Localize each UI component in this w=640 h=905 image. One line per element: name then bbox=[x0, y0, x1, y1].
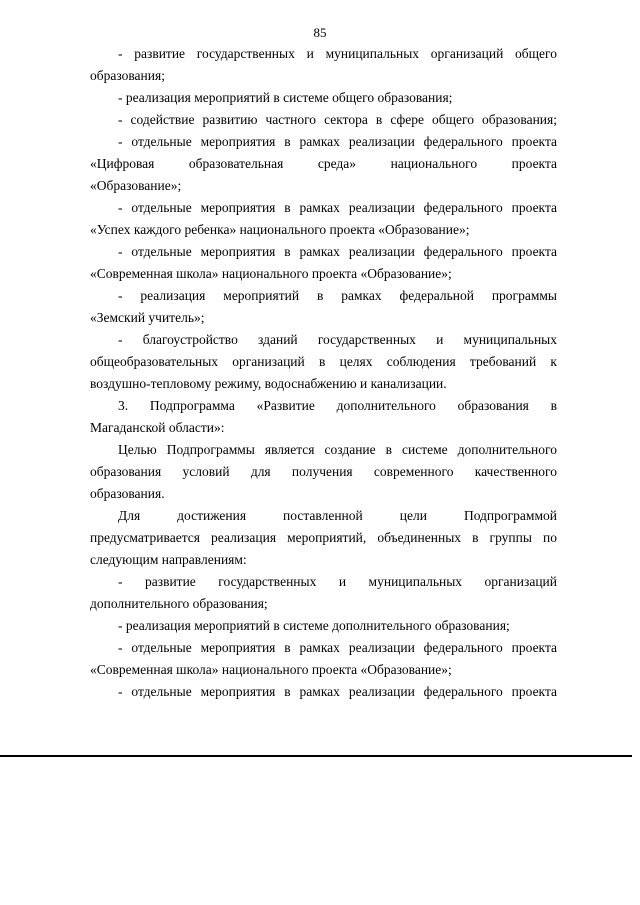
text-line: 3. Подпрограмма «Развитие дополнительного образования в bbox=[118, 398, 557, 413]
text-line: «Современная школа» национального проекта «Образование»; bbox=[90, 662, 452, 677]
text-line: образования. bbox=[90, 486, 165, 501]
text-line: - реализация мероприятий в системе общего образования; bbox=[118, 90, 453, 105]
text-line: «Цифровая образовательная среда» национального проекта bbox=[90, 156, 557, 171]
text-line: «Земский учитель»; bbox=[90, 310, 205, 325]
text-line: общеобразовательных организаций в целях соблюдения требований к bbox=[90, 354, 557, 369]
text-line: - развитие государственных и муниципальных организаций общего bbox=[118, 46, 557, 61]
text-line: - реализация мероприятий в системе дополнительного образования; bbox=[118, 618, 510, 633]
bottom-divider bbox=[0, 755, 632, 757]
text-line: «Современная школа» национального проекта «Образование»; bbox=[90, 266, 452, 281]
text-line: - реализация мероприятий в рамках федеральной программы bbox=[118, 288, 557, 303]
text-line: образования условий для получения современного качественного bbox=[90, 464, 557, 479]
text-line: образования; bbox=[90, 68, 165, 83]
text-line: Целью Подпрограммы является создание в системе дополнительного bbox=[118, 442, 557, 457]
text-line: воздушно-тепловому режиму, водоснабжению и канализации. bbox=[90, 376, 447, 391]
text-line: - отдельные мероприятия в рамках реализации федерального проекта bbox=[118, 244, 557, 259]
text-line: - отдельные мероприятия в рамках реализации федерального проекта bbox=[118, 684, 557, 699]
page-number: 85 bbox=[313, 25, 327, 40]
text-line: - содействие развитию частного сектора в сфере общего образования; bbox=[118, 112, 557, 127]
text-line: «Образование»; bbox=[90, 178, 182, 193]
text-line: предусматривается реализация мероприятий, объединенных в группы по bbox=[90, 530, 557, 545]
text-line: - отдельные мероприятия в рамках реализации федерального проекта bbox=[118, 640, 557, 655]
text-line: дополнительного образования; bbox=[90, 596, 268, 611]
text-line: - отдельные мероприятия в рамках реализации федерального проекта bbox=[118, 134, 557, 149]
text-line: «Успех каждого ребенка» национального проекта «Образование»; bbox=[90, 222, 470, 237]
text-line: - отдельные мероприятия в рамках реализации федерального проекта bbox=[118, 200, 557, 215]
text-line: следующим направлениям: bbox=[90, 552, 247, 567]
text-line: - развитие государственных и муниципальных организаций bbox=[118, 574, 557, 589]
text-line: - благоустройство зданий государственных и муниципальных bbox=[118, 332, 557, 347]
text-line: Магаданской области»: bbox=[90, 420, 225, 435]
text-line: Для достижения поставленной цели Подпрограммой bbox=[118, 508, 557, 523]
